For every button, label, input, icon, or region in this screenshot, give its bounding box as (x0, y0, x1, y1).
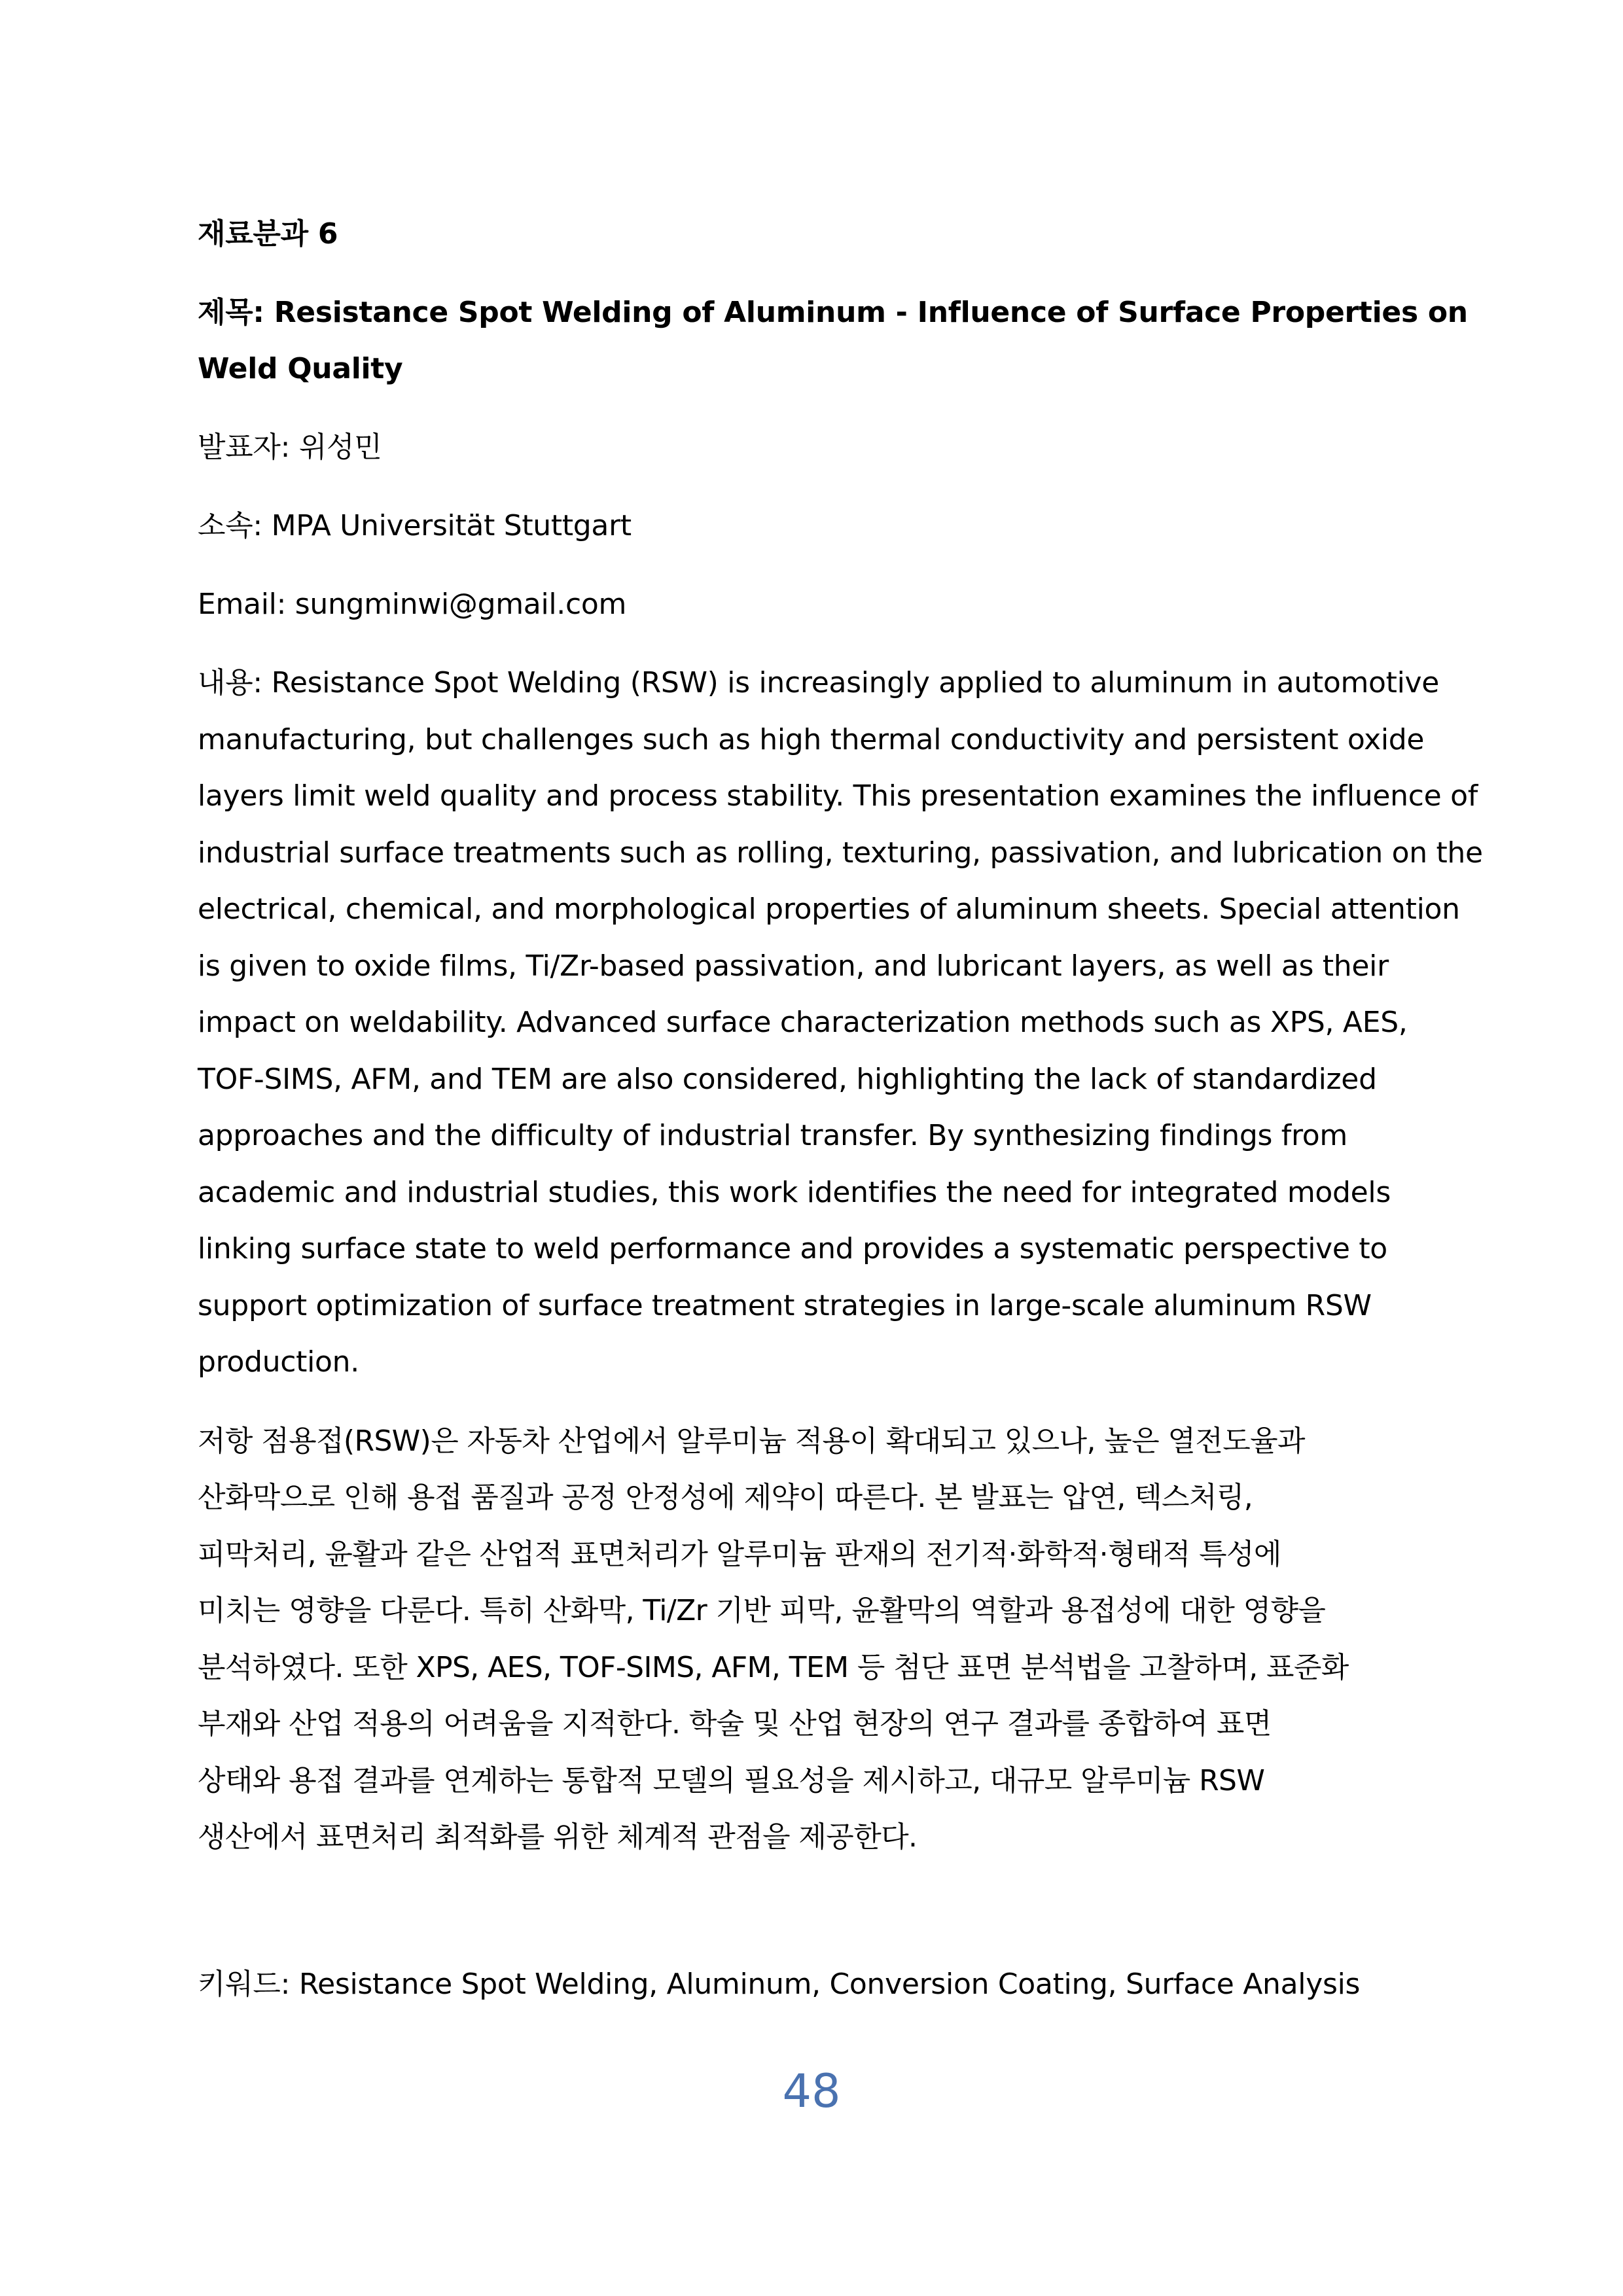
abstract-en-line: academic and industrial studies, this work identifies the need for integrated models (198, 1175, 1391, 1209)
abstract-en-line: 내용: Resistance Spot Welding (RSW) is increasingly applied to aluminum in automotive (198, 666, 1440, 699)
abstract-en-line: linking surface state to weld performance and provides a systematic perspective to (198, 1232, 1387, 1265)
abstract-en-line: layers limit weld quality and process stability. This presentation examines the influence of (198, 779, 1478, 813)
document-body (198, 206, 1483, 1888)
abstract-ko-line: 생산에서 표면처리 최적화를 위한 체계적 관점을 제공한다. (198, 1820, 918, 1854)
keywords: 키워드: Resistance Spot Welding, Aluminum, Conversion Coating, Surface Analysis (198, 1968, 1361, 2001)
paper-title-line-2: Weld Quality (198, 352, 403, 385)
abstract-en-line: electrical, chemical, and morphological properties of aluminum sheets. Special attention (198, 892, 1460, 926)
paper-title-line-1: 제목: Resistance Spot Welding of Aluminum - Influence of Surface Properties on (198, 296, 1468, 329)
abstract-ko-line: 상태와 용접 결과를 연계하는 통합적 모델의 필요성을 제시하고, 대규모 알루미늄 RSW (198, 1763, 1265, 1797)
abstract-en-line: approaches and the difficulty of industrial transfer. By synthesizing findings from (198, 1119, 1347, 1152)
abstract-ko-line: 미치는 영향을 다룬다. 특히 산화막, Ti/Zr 기반 피막, 윤활막의 역할과 용접성에 대한 영향을 (198, 1594, 1326, 1627)
abstract-ko-line: 피막처리, 윤활과 같은 산업적 표면처리가 알루미늄 판재의 전기적·화학적·형태적 특성에 (198, 1537, 1281, 1571)
abstract-en-line: support optimization of surface treatment strategies in large-scale aluminum RSW (198, 1288, 1372, 1322)
abstract-en-line: is given to oxide films, Ti/Zr-based passivation, and lubricant layers, as well as their (198, 949, 1389, 983)
paper-title (198, 285, 1468, 397)
email: Email: sungminwi@gmail.com (198, 588, 627, 621)
abstract-ko-line: 부재와 산업 적용의 어려움을 지적한다. 학술 및 산업 현장의 연구 결과를 종합하여 표면 (198, 1707, 1272, 1740)
abstract-english (198, 655, 1483, 1391)
abstract-en-line: industrial surface treatments such as rolling, texturing, passivation, and lubrication on the (198, 836, 1483, 870)
abstract-ko-line: 산화막으로 인해 용접 품질과 공정 안정성에 제약이 따른다. 본 발표는 압연, 텍스처링, (198, 1481, 1253, 1514)
abstract-en-line: TOF-SIMS, AFM, and TEM are also considered, highlighting the lack of standardized (198, 1062, 1377, 1096)
abstract-ko-line: 저항 점용접(RSW)은 자동차 산업에서 알루미늄 적용이 확대되고 있으나, 높은 열전도율과 (198, 1424, 1305, 1458)
abstract-ko-line: 분석하였다. 또한 XPS, AES, TOF-SIMS, AFM, TEM 등 첨단 표면 분석법을 고찰하며, 표준화 (198, 1650, 1349, 1684)
page-number: 48 (782, 2064, 841, 2118)
session-heading: 재료분과 6 (198, 217, 338, 251)
presenter: 발표자: 위성민 (198, 431, 382, 464)
affiliation: 소속: MPA Universität Stuttgart (198, 509, 632, 542)
abstract-korean (198, 1413, 1441, 1866)
abstract-en-line: manufacturing, but challenges such as high thermal conductivity and persistent oxide (198, 722, 1425, 756)
abstract-en-line: impact on weldability. Advanced surface characterization methods such as XPS, AES, (198, 1006, 1408, 1039)
abstract-en-line: production. (198, 1345, 359, 1379)
